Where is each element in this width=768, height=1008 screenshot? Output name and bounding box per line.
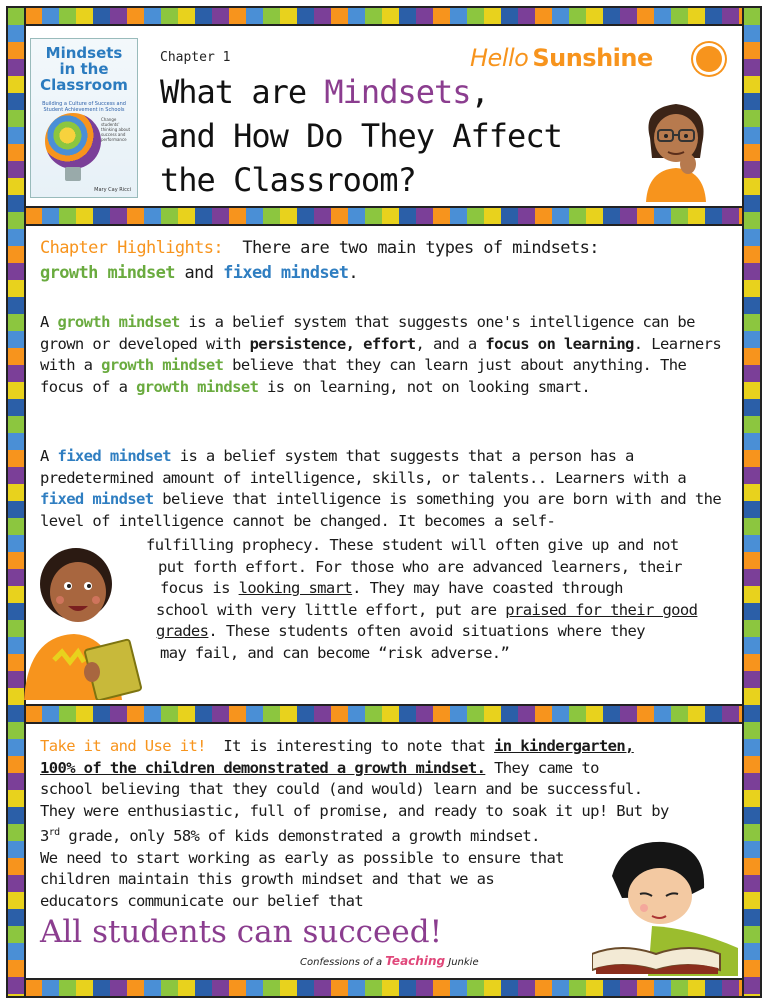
top-border [6,6,762,26]
fixed-term: fixed mindset [223,263,349,283]
credit-logo: Confessions of a Teaching Junkie [300,954,479,968]
sun-icon [696,46,722,72]
lightbulb-base [65,167,81,181]
book-notes: Change students' thinking about success and performance [101,117,131,142]
use-it-label: Take it and Use it! [40,737,206,755]
fixed-mindset-paragraph: A fixed mindset is a belief system that suggests that a person has a predetermined amount of intelligence, skills, or talents.. Learners with a fixed mindset believe that intelligence is something you are born with and the level of intelligence cannot be changed. It becomes a self- [40,447,722,530]
right-border [742,6,762,998]
thinking-girl-illustration [636,98,716,202]
book-cover-image [30,38,138,198]
all-students-can-succeed: All students can succeed! [40,914,443,950]
chapter-highlights: Chapter Highlights: There are two main types of mindsets: growth mindset and fixed mindset. [40,238,599,283]
book-title: Mindsets in the Classroom [40,44,128,94]
title-highlight: Mindsets [324,73,471,111]
brand-logo: Hello Sunshine [470,44,653,72]
left-border [6,6,26,998]
bottom-border [6,978,762,998]
take-it-use-it-section: Take it and Use it! It is interesting to note that in kindergarten, 100% of the children demonstrated a growth mindset. They came to school believing that they could (and would) learn and be successful. They were enthusiastic, full of promise, and ready to soak it up! But by 3rd grade, only 58% of kids demonstrated a growth mindset. We need to start working as early as possible to ensure that children maintain this growth mindset and that we as educators communicate our belief that [40,737,669,910]
book-author: Mary Cay Ricci [94,187,131,193]
fixed-mindset-continued: fulfilling prophecy. These student will often give up and not put forth effort. For those who are advanced learners, their focus is looking smart. They may have coasted through school with very little effort, put are praised for their good grades. These students often avoid situations where they may fail, and can become “risk adverse.” [146,536,698,662]
highlights-label: Chapter Highlights: [40,238,224,258]
middle-border [6,704,762,724]
reading-child-illustration [592,836,742,976]
header-bottom-border [6,206,762,226]
growth-term: growth mindset [40,263,175,283]
reading-boy-illustration [18,540,148,700]
growth-mindset-paragraph: A growth mindset is a belief system that suggests one's intelligence can be grown or developed with persistence, effort, and a focus on learning. Learners with a growth mindset believe that they can learn just about anything. The focus of a growth mindset is on learning, not on looking smart. [40,313,722,396]
book-subtitle: Building a Culture of Success and Student Achievement in Schools [42,101,126,113]
chapter-label: Chapter 1 [160,50,231,65]
lightbulb-icon [45,113,101,169]
page-title: What are Mindsets, and How Do They Affect the Classroom? [160,73,562,199]
